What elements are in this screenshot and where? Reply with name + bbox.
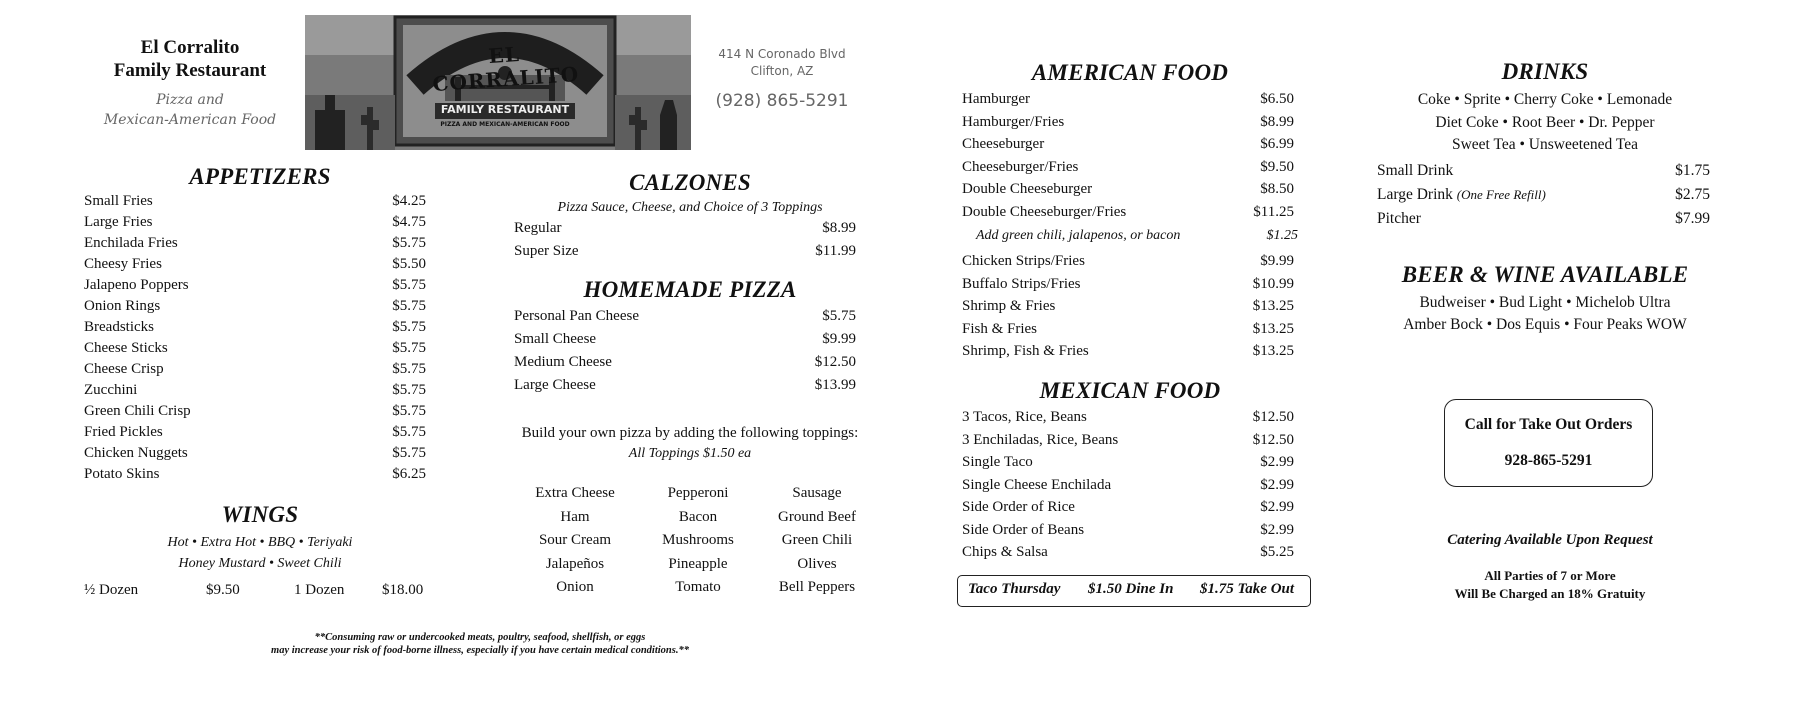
menu-item-price: $4.25 [392, 193, 426, 209]
menu-item-price: $9.99 [1260, 253, 1294, 269]
appetizer-row [84, 214, 426, 234]
menu-item-name: Single Taco [962, 454, 1033, 470]
restaurant-name [90, 36, 290, 82]
menu-item-price: $4.75 [392, 214, 426, 230]
menu-item-price: $5.75 [392, 235, 426, 251]
menu-item-name: Onion Rings [84, 298, 161, 314]
pizza-title: HOMEMADE PIZZA [583, 277, 797, 302]
menu-item-name: 3 Enchiladas, Rice, Beans [962, 431, 1119, 448]
taco-thursday-dine-in: $1.50 Dine In [1088, 581, 1174, 597]
menu-item-name: Jalapeno Poppers [84, 277, 189, 293]
topping-item: Jalapeños [545, 555, 605, 572]
beer-line2: Amber Bock • Dos Equis • Four Peaks WOW [1403, 316, 1687, 333]
american-row [962, 91, 1294, 111]
mexican-row [962, 454, 1294, 474]
menu-item-price: $6.99 [1260, 136, 1294, 152]
menu-item-name: Shrimp, Fish & Fries [962, 343, 1089, 359]
menu-item-price: $5.75 [822, 308, 856, 324]
appetizer-row [84, 319, 426, 339]
menu-item-price: $2.99 [1260, 454, 1294, 470]
menu-item-price: $12.50 [1252, 409, 1294, 425]
menu-item-name: Small Cheese [514, 331, 597, 347]
mexican-row [962, 499, 1294, 519]
topping-item: Onion [556, 579, 594, 595]
taco-thursday-label: Taco Thursday [968, 581, 1061, 597]
logo-text-main: EL CORRALITO [431, 41, 580, 97]
american-row [962, 136, 1294, 156]
menu-item-name: Cheese Sticks [84, 340, 168, 356]
menu-item-price: $10.99 [1252, 275, 1294, 292]
drinks-line2: Diet Coke • Root Beer • Dr. Pepper [1435, 113, 1655, 131]
menu-item-price: $8.99 [1260, 113, 1294, 130]
menu-item-name: Green Chili Crisp [84, 403, 191, 419]
menu-item-price: $5.75 [392, 277, 426, 293]
takeout-box [1444, 399, 1653, 487]
appetizer-row [84, 424, 426, 444]
address-line1: 414 N Coronado Blvd [718, 47, 846, 61]
menu-item-price: $9.50 [1260, 158, 1294, 175]
topping-item: Bacon [678, 508, 718, 525]
menu-item-name: Chicken Nuggets [84, 445, 188, 461]
appetizer-row [84, 298, 426, 318]
menu-item-price: $5.75 [392, 445, 426, 461]
drink-large-price: $2.75 [1675, 186, 1710, 203]
appetizer-row [84, 256, 426, 276]
calzone-row [514, 243, 856, 263]
restaurant-tagline [90, 90, 290, 130]
pizza-row [514, 331, 856, 351]
mexican-row [962, 544, 1294, 564]
taco-thursday-box [957, 575, 1311, 607]
topping-item: Sour Cream [538, 532, 612, 548]
menu-item-price: $11.25 [1253, 203, 1294, 220]
pizza-row [514, 308, 856, 328]
appetizer-row [84, 403, 426, 423]
restaurant-logo-photo [305, 15, 691, 150]
drink-large-label: Large Drink [1377, 186, 1453, 203]
topping-item: Ham [560, 508, 590, 525]
beer-line1: Budweiser • Bud Light • Michelob Ultra [1419, 294, 1671, 311]
menu-item-name: Enchilada Fries [84, 235, 178, 251]
menu-item-name: Large Cheese [514, 377, 596, 393]
menu-item-name: Cheesy Fries [84, 256, 162, 272]
american-addon-name: Add green chili, jalapenos, or bacon [976, 228, 1181, 243]
wings-flavors [110, 532, 410, 574]
pizza-row [514, 377, 856, 397]
menu-item-name: Cheeseburger/Fries [962, 158, 1079, 175]
menu-item-name: Fish & Fries [962, 320, 1038, 337]
mexican-title: MEXICAN FOOD [1039, 378, 1221, 403]
tagline-line2: Mexican-American Food [103, 112, 277, 128]
menu-item-name: Fried Pickles [84, 424, 163, 440]
topping-item: Sausage [792, 485, 842, 501]
topping-item: Bell Peppers [778, 579, 856, 595]
appetizer-row [84, 382, 426, 402]
menu-item-price: $5.50 [392, 256, 426, 272]
american-row [962, 114, 1294, 134]
menu-item-name: Breadsticks [84, 319, 154, 335]
menu-item-price: $5.75 [392, 319, 426, 335]
drink-pitcher-label: Pitcher [1377, 210, 1421, 227]
mexican-row [962, 432, 1294, 452]
beer-wine-title: BEER & WINE AVAILABLE [1401, 262, 1689, 287]
drinks-line1: Coke • Sprite • Cherry Coke • Lemonade [1417, 91, 1673, 108]
menu-item-name: Small Fries [84, 193, 153, 209]
topping-item: Tomato [675, 579, 721, 595]
catering-text: Catering Available Upon Request [1447, 532, 1653, 548]
menu-item-price: $5.75 [392, 382, 426, 398]
american-row [962, 298, 1294, 318]
drink-small [1377, 162, 1710, 182]
drink-large [1377, 186, 1710, 206]
appetizer-row [84, 361, 426, 381]
disclaimer-line1: **Consuming raw or undercooked meats, poultry, seafood, shellfish, or eggs [314, 632, 646, 643]
restaurant-name-line2: Family Restaurant [113, 60, 267, 81]
menu-item-name: 3 Tacos, Rice, Beans [962, 409, 1087, 425]
menu-item-name: Side Order of Rice [962, 499, 1075, 515]
menu-item-price: $6.50 [1260, 91, 1294, 107]
mexican-row [962, 409, 1294, 429]
topping-item: Pepperoni [667, 485, 729, 501]
american-row [962, 159, 1294, 179]
menu-item-name: Cheeseburger [962, 136, 1045, 152]
menu-item-price: $2.99 [1260, 521, 1294, 538]
appetizer-row [84, 466, 426, 486]
gratuity-line2: Will Be Charged an 18% Gratuity [1454, 586, 1646, 601]
american-row [962, 253, 1294, 273]
menu-item-price: $8.50 [1260, 181, 1294, 197]
calzone-row [514, 220, 856, 240]
menu-item-price: $13.25 [1252, 298, 1294, 314]
drink-small-label: Small Drink [1377, 162, 1454, 179]
restaurant-phone: (928) 865-5291 [715, 91, 849, 111]
menu-item-price: $12.50 [1252, 431, 1294, 448]
drinks-title: DRINKS [1501, 59, 1589, 84]
appetizer-row [84, 193, 426, 213]
menu-item-price: $11.99 [815, 243, 856, 259]
takeout-label: Call for Take Out Orders [1464, 416, 1633, 433]
menu-item-name: Hamburger/Fries [962, 113, 1065, 130]
wings-title: WINGS [221, 502, 299, 527]
drinks-line3: Sweet Tea • Unsweetened Tea [1451, 136, 1639, 153]
topping-item: Extra Cheese [535, 485, 615, 501]
menu-item-name: Side Order of Beans [962, 521, 1085, 538]
menu-item-price: $12.50 [814, 354, 856, 370]
gratuity-notice [1380, 567, 1720, 603]
menu-item-name: Double Cheeseburger/Fries [962, 203, 1127, 220]
menu-item-name: Medium Cheese [514, 354, 612, 370]
drinks-list [1360, 89, 1730, 157]
menu-item-name: Regular [514, 220, 562, 236]
appetizer-row [84, 277, 426, 297]
menu-item-name: Hamburger [962, 91, 1031, 107]
menu-item-name: Double Cheeseburger [962, 181, 1093, 197]
disclaimer-line2: may increase your risk of food-borne illness, especially if you have certain medical conditions.** [271, 645, 689, 656]
menu-item-price: $2.99 [1260, 499, 1294, 515]
menu-item-name: Chips & Salsa [962, 544, 1048, 560]
topping-item: Ground Beef [778, 508, 856, 525]
menu-item-price: $13.99 [814, 377, 856, 393]
appetizer-row [84, 340, 426, 360]
address-line2: Clifton, AZ [750, 64, 814, 78]
drink-large-note: (One Free Refill) [1456, 187, 1546, 202]
wings-flavors-line2: Honey Mustard • Sweet Chili [178, 556, 342, 571]
topping-item: Pineapple [668, 555, 728, 572]
wings-half-label: ½ Dozen [84, 582, 139, 598]
restaurant-address [712, 46, 852, 80]
menu-item-price: $5.75 [392, 298, 426, 314]
menu-item-name: Cheese Crisp [84, 361, 164, 377]
american-addon [976, 228, 1298, 248]
pizza-row [514, 354, 856, 374]
logo-text-sub: FAMILY RESTAURANT [440, 103, 570, 116]
menu-item-price: $6.25 [392, 466, 426, 482]
menu-item-price: $5.75 [392, 340, 426, 356]
drink-pitcher [1377, 210, 1710, 230]
american-row [962, 276, 1294, 296]
beer-wine-list [1360, 292, 1730, 336]
menu-item-name: Super Size [514, 243, 579, 259]
logo-text-small: PIZZA AND MEXICAN-AMERICAN FOOD [440, 121, 570, 128]
menu-item-price: $5.75 [392, 403, 426, 419]
american-title: AMERICAN FOOD [1031, 60, 1229, 85]
american-addon-price: $1.25 [1266, 228, 1298, 243]
menu-item-price: $13.25 [1252, 343, 1294, 359]
topping-item: Green Chili [781, 532, 853, 548]
american-row [962, 343, 1294, 363]
wings-dozen-price: $18.00 [382, 582, 424, 598]
menu-item-name: Single Cheese Enchilada [962, 476, 1112, 493]
wings-flavors-line1: Hot • Extra Hot • BBQ • Teriyaki [167, 535, 353, 550]
drink-small-price: $1.75 [1675, 162, 1710, 179]
menu-item-price: $13.25 [1252, 320, 1294, 337]
menu-item-name: Buffalo Strips/Fries [962, 275, 1081, 292]
menu-item-price: $8.99 [822, 220, 856, 236]
calzones-subtitle: Pizza Sauce, Cheese, and Choice of 3 Toppings [557, 200, 823, 215]
gratuity-line1: All Parties of 7 or More [1484, 568, 1616, 583]
menu-item-name: Personal Pan Cheese [514, 308, 639, 324]
tagline-line1: Pizza and [156, 92, 224, 108]
pizza-toppings-price: All Toppings $1.50 ea [628, 446, 752, 461]
american-row [962, 204, 1294, 224]
food-safety-disclaimer [200, 631, 760, 657]
menu-item-price: $5.25 [1260, 544, 1294, 560]
appetizer-row [84, 235, 426, 255]
menu-item-name: Potato Skins [84, 466, 160, 482]
appetizer-row [84, 445, 426, 465]
menu-item-name: Shrimp & Fries [962, 298, 1056, 314]
menu-item-price: $9.99 [822, 331, 856, 347]
menu-item-price: $5.75 [392, 424, 426, 440]
drink-pitcher-price: $7.99 [1675, 210, 1710, 227]
american-row [962, 321, 1294, 341]
topping-item: Mushrooms [662, 532, 734, 548]
mexican-row [962, 522, 1294, 542]
menu-item-price: $5.75 [392, 361, 426, 377]
restaurant-name-line1: El Corralito [140, 37, 240, 58]
taco-thursday-take-out: $1.75 Take Out [1200, 581, 1295, 597]
menu-item-name: Zucchini [84, 382, 138, 398]
menu-item-name: Large Fries [84, 214, 153, 230]
mexican-row [962, 477, 1294, 497]
takeout-phone: 928-865-5291 [1504, 452, 1593, 469]
wings-half-price: $9.50 [206, 582, 240, 598]
appetizers-title: APPETIZERS [189, 164, 331, 189]
menu-item-name: Chicken Strips/Fries [962, 253, 1085, 269]
wings-dozen-label: 1 Dozen [294, 582, 345, 598]
pizza-build-text: Build your own pizza by adding the following toppings: [521, 425, 859, 441]
calzones-title: CALZONES [629, 170, 751, 195]
menu-item-price: $2.99 [1260, 476, 1294, 493]
american-row [962, 181, 1294, 201]
topping-item: Olives [797, 555, 837, 572]
